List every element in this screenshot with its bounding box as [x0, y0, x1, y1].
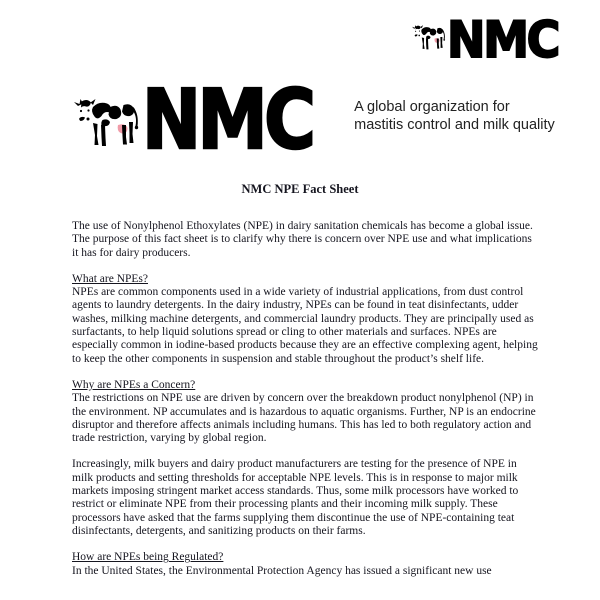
document-body [72, 220, 540, 591]
section-heading: How are NPEs being Regulated? [72, 551, 224, 564]
logo-text: NMC [447, 11, 559, 69]
document-sections [72, 273, 540, 578]
cow-globe-icon [412, 14, 446, 60]
section-heading: Why are NPEs a Concern? [72, 378, 196, 391]
logo-tagline [354, 99, 555, 134]
document-title: NMC NPE Fact Sheet [241, 182, 359, 196]
body-paragraph: NPEs are common components used in a wide variety of industrial applications, from dust control agents to laundry detergents. In the dairy industry, NPEs can be found in teat disinfectants, udder washes, milking machine detergents, and commercial laundry products. They are principally used as surfactants, to help liquid solutions spread or cling to other materials and surfaces. NPEs are especially common in iodine-based products because they are an effective complexing agent, helping to keep the other components in suspension and stable throughout the product’s shelf life. [72, 286, 538, 365]
tagline-line-2: mastitis control and milk quality [354, 116, 555, 133]
body-paragraph: Increasingly, milk buyers and dairy product manufacturers are testing for the presence of NPE in milk products and setting thresholds for acceptable NPE levels. This is in response to major milk markets imposing stringent market access standards. Thus, some milk processors have worked to restrict or eliminate NPE from their processing plants and their incoming milk supply. These processors have asked that the farms supplying them discontinue the use of NPE-containing teat disinfectants, detergents, and sanitizing products on their farms. [72, 458, 519, 537]
section-heading: What are NPEs? [72, 272, 148, 285]
body-paragraph: In the United States, the Environmental Protection Agency has issued a significant new use [72, 564, 492, 577]
logo-text: NMC [142, 73, 313, 168]
intro-paragraph: The use of Nonylphenol Ethoxylates (NPE) in dairy sanitation chemicals has become a global issue. The purpose of this fact sheet is to clarify why there is concern over NPE use and what implications it has for dairy producers. [72, 220, 533, 259]
cow-globe-icon [74, 88, 140, 156]
tagline-line-1: A global organization for [354, 99, 510, 115]
body-paragraph: The restrictions on NPE use are driven by concern over the breakdown product nonylphenol (NP) in the environment. NP accumulates and is hazardous to aquatic organisms. Further, NP is an endocrine disruptor and therefore affects animals including humans. This has led to both regulatory action and trade restriction, varying by global region. [72, 392, 536, 445]
corner-logo [412, 11, 568, 69]
main-logo [74, 73, 555, 168]
